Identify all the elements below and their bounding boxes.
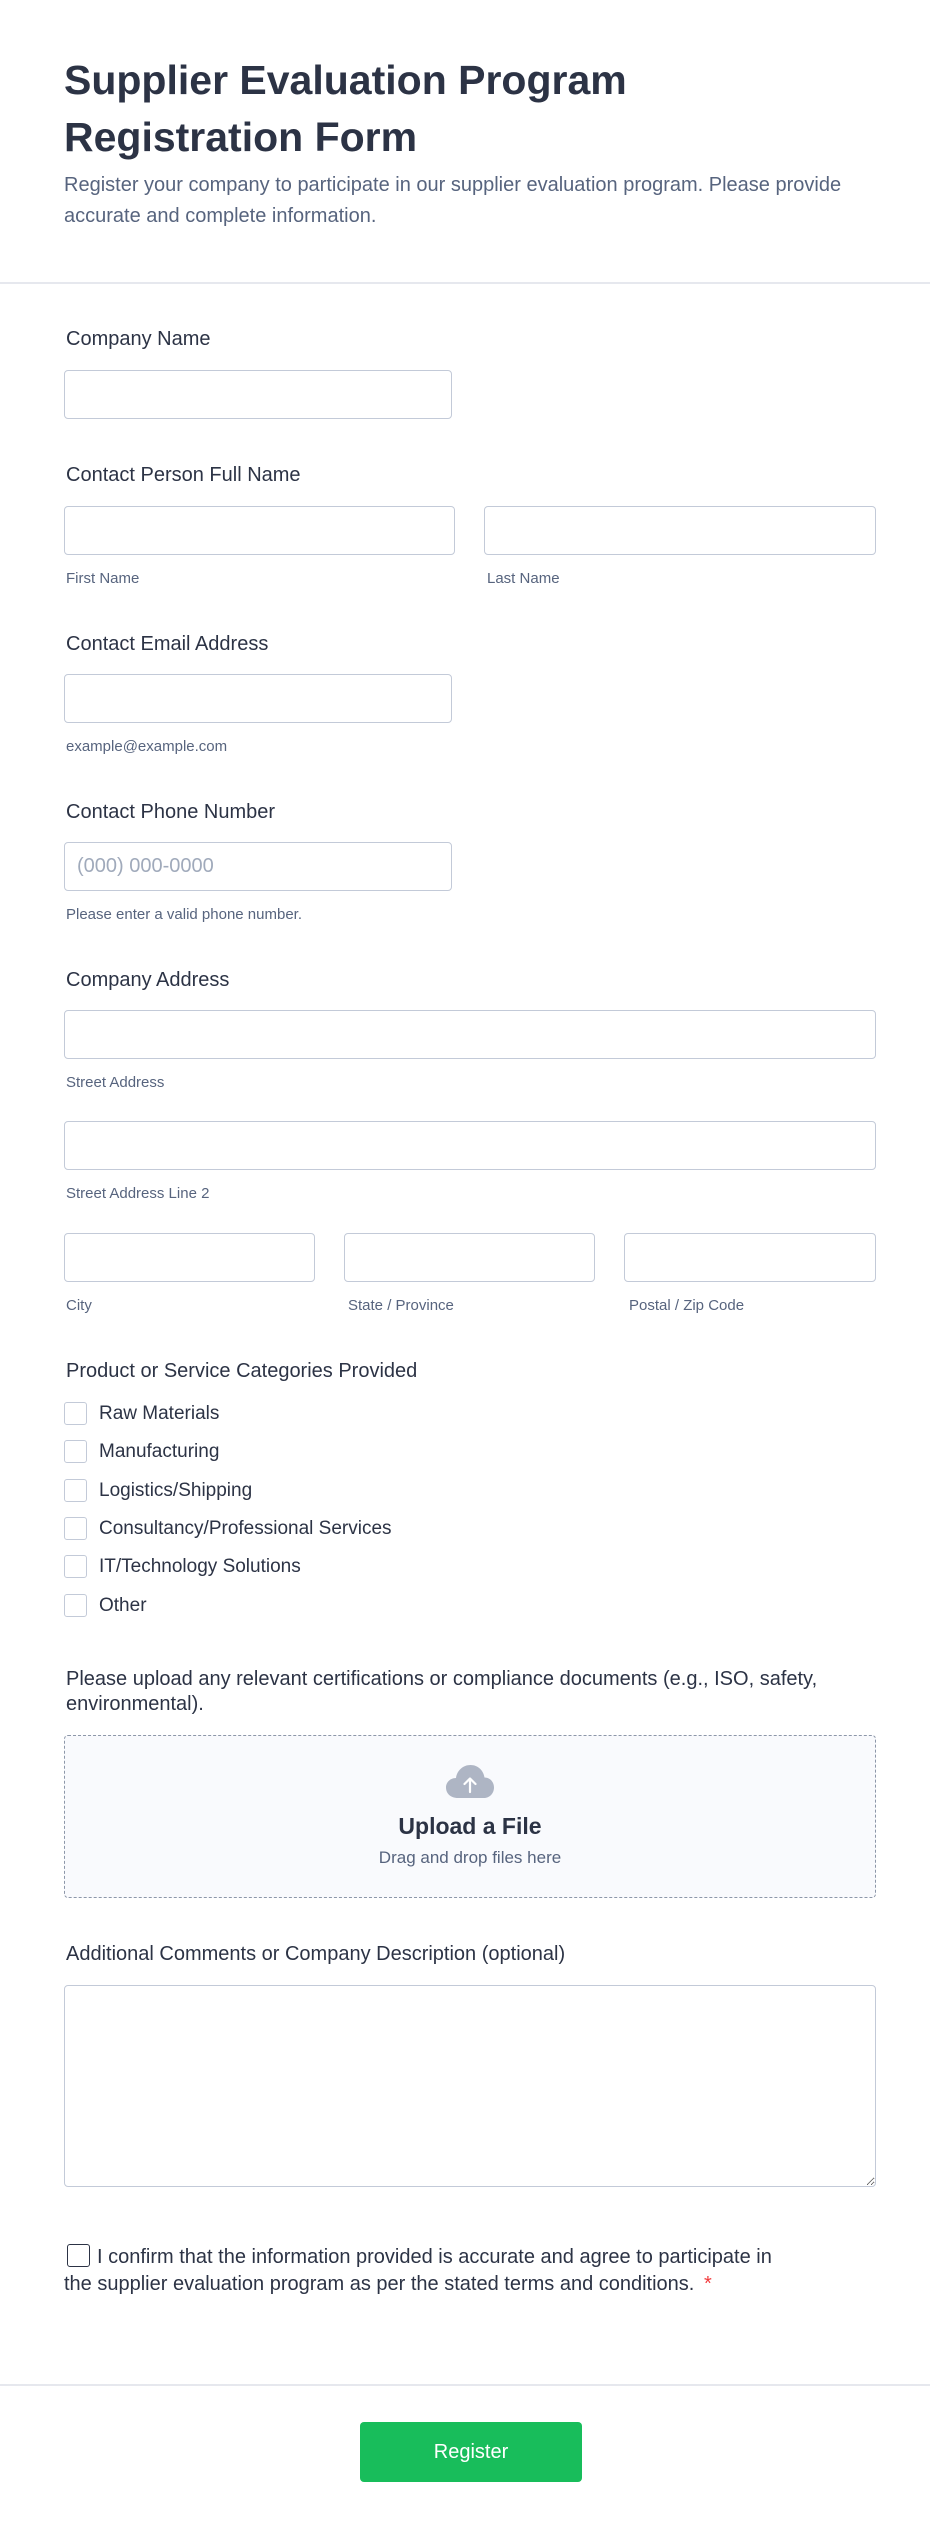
company-name-input[interactable]: [64, 370, 452, 419]
upload-title: Upload a File: [398, 1813, 542, 1839]
category-checkbox[interactable]: [64, 1440, 87, 1463]
form-header: [0, 0, 930, 284]
category-checkbox[interactable]: [64, 1555, 87, 1578]
phone-sublabel: Please enter a valid phone number.: [66, 906, 302, 923]
phone-label: Contact Phone Number: [66, 801, 276, 823]
upload-label: Please upload any relevant certifications or compliance documents (e.g., ISO, safety, environmental).: [66, 1668, 818, 1715]
category-option-label: Other: [99, 1594, 147, 1616]
address-label: Company Address: [66, 969, 230, 991]
postal-input[interactable]: [624, 1233, 876, 1282]
contact-person-label: Contact Person Full Name: [66, 464, 301, 486]
state-sublabel: State / Province: [348, 1297, 454, 1314]
category-option[interactable]: [64, 1440, 219, 1463]
footer-divider: [0, 2384, 930, 2386]
company-name-label: Company Name: [66, 328, 211, 350]
last-name-sublabel: Last Name: [487, 570, 560, 587]
city-input[interactable]: [64, 1233, 315, 1282]
page-subtitle: Register your company to participate in our supplier evaluation program. Please provide accurate and complete information.: [64, 174, 842, 227]
comments-textarea[interactable]: [64, 1985, 876, 2187]
state-input[interactable]: [344, 1233, 595, 1282]
category-option[interactable]: [64, 1479, 252, 1502]
category-option-label: Raw Materials: [99, 1402, 220, 1424]
last-name-input[interactable]: [484, 506, 876, 555]
register-button[interactable]: Register: [360, 2422, 582, 2482]
page-title: Supplier Evaluation Program Registration Form: [64, 57, 627, 160]
upload-hint: Drag and drop files here: [378, 1848, 562, 1867]
street-address-sublabel: Street Address: [66, 1074, 165, 1091]
file-upload-dropzone[interactable]: [64, 1735, 876, 1898]
category-option-label: Manufacturing: [99, 1440, 220, 1462]
email-input[interactable]: [64, 674, 452, 723]
category-option[interactable]: [64, 1517, 392, 1540]
category-checkbox[interactable]: [64, 1402, 87, 1425]
email-label: Contact Email Address: [66, 633, 269, 655]
street-address-2-input[interactable]: [64, 1121, 876, 1170]
category-checkbox[interactable]: [64, 1594, 87, 1617]
first-name-sublabel: First Name: [66, 570, 140, 587]
email-sublabel: example@example.com: [66, 738, 228, 755]
category-option[interactable]: [64, 1402, 219, 1425]
category-option-label: Logistics/Shipping: [99, 1479, 253, 1501]
postal-sublabel: Postal / Zip Code: [629, 1297, 745, 1314]
category-checkbox[interactable]: [64, 1479, 87, 1502]
first-name-input[interactable]: [64, 506, 455, 555]
confirm-text: I confirm that the information provided is accurate and agree to participate in the supplier evaluation program as per the stated terms and conditions.: [64, 2246, 772, 2295]
street-address-input[interactable]: [64, 1010, 876, 1059]
comments-label: Additional Comments or Company Description (optional): [66, 1943, 566, 1965]
category-option[interactable]: [64, 1555, 301, 1578]
required-mark: *: [703, 2273, 712, 2295]
cloud-upload-icon: [444, 1762, 496, 1802]
categories-label: Product or Service Categories Provided: [66, 1360, 418, 1382]
street-address-2-sublabel: Street Address Line 2: [66, 1185, 210, 1202]
category-option[interactable]: [64, 1594, 147, 1617]
city-sublabel: City: [66, 1297, 92, 1314]
confirm-block: [64, 2244, 784, 2298]
phone-input[interactable]: [64, 842, 452, 891]
category-option-label: Consultancy/Professional Services: [99, 1517, 392, 1539]
category-checkbox[interactable]: [64, 1517, 87, 1540]
category-option-label: IT/Technology Solutions: [99, 1555, 301, 1577]
confirm-checkbox[interactable]: [67, 2244, 90, 2267]
